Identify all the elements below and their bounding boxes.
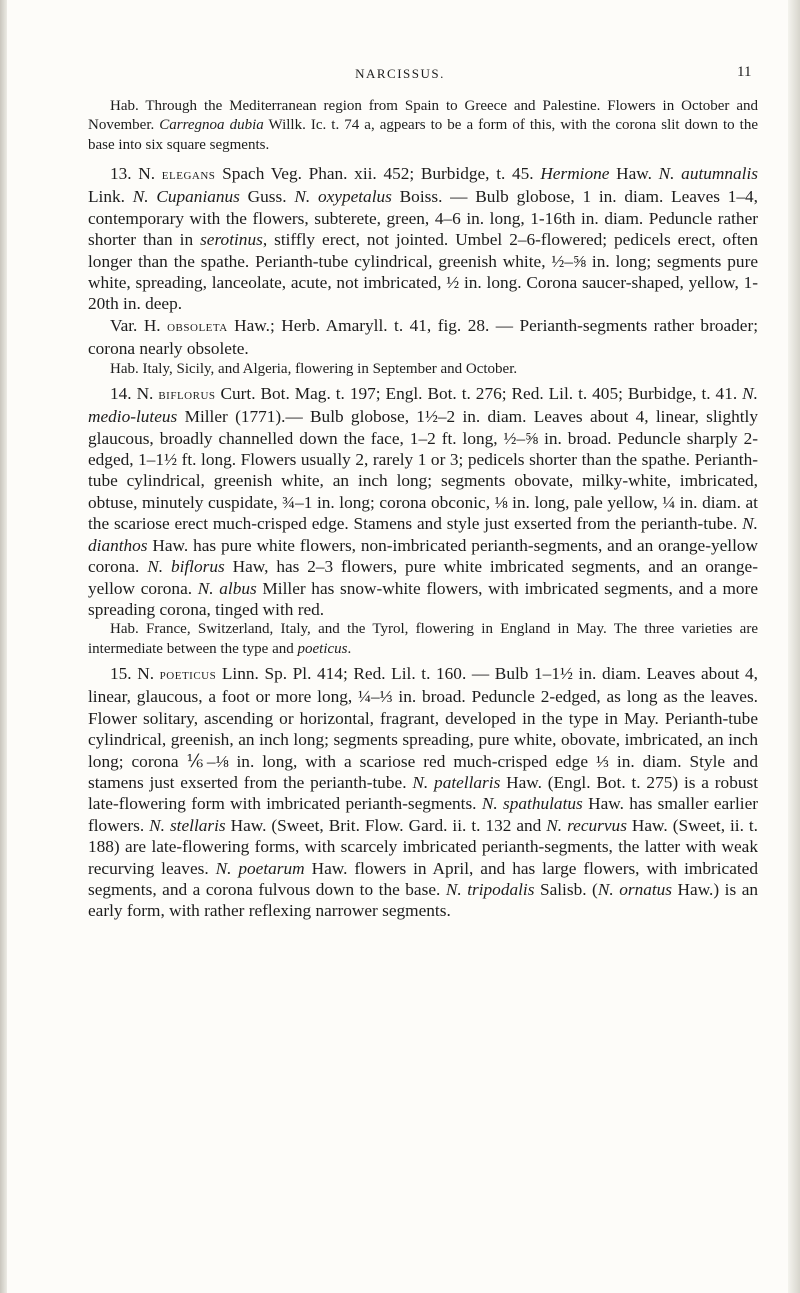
running-title: NARCISSUS. xyxy=(355,66,445,81)
page-edge xyxy=(788,0,800,1293)
species-name: elegans xyxy=(161,166,216,183)
species-entry-13: 13. N. elegans Spach Veg. Phan. xii. 452; Burbidge, t. 45. Hermione Haw. N. autumnalis Link. N. Cupanianus Guss. N. oxypetalus Boiss. — Bulb globose, 1 in. diam. Leaves 1–4, contemporary with the flowers, subterete, green, 4–6 in. long, 1-16th in. diam. Peduncle rather shorter than in serotinus, stiffly erect, not jointed. Umbel 2–6-flowered; pedicels erect, often longer than the spathe. Perianth-tube cylindrical, greenish white, ½–⅝ in. long; segments pure white, spreading, lanceolate, acute, not imbricated, ½ in. long. Corona saucer-shaped, yellow, 1-20th in. deep. xyxy=(88,163,758,314)
page-text xyxy=(88,97,758,922)
page-number: 11 xyxy=(737,64,752,80)
habitat-note-intro: Hab. Through the Mediterranean region from Spain to Greece and Palestine. Flowers in October and November. Carregnoa dubia Willk. Ic. t. 74 a, agpears to be a form of this, with the corona slit down to the base into six square segments. xyxy=(88,98,759,153)
species-entry-15: 15. N. poeticus Linn. Sp. Pl. 414; Red. Lil. t. 160. — Bulb 1–1½ in. diam. Leaves about 4, linear, glaucous, a foot or more long, ¼–⅓ in. broad. Peduncle 2-edged, as long as the leaves. Flower solitary, ascending or horizontal, fragrant, developed in the type in May. Perianth-tube cylindrical, greenish, an inch long; segments spreading, pure white, obovate, imbricated, an inch long; corona ⅙–⅛ in. long, with a scariose red much-crisped edge ⅓ in. diam. Style and stamens just exserted from the perianth-tube. N. patellaris Haw. (Engl. Bot. t. 275) is a robust late-flowering form with imbricated perianth-segments. N. spathulatus Haw. has smaller earlier flowers. N. stellaris Haw. (Sweet, Brit. Flow. Gard. ii. t. 132 and N. recurvus Haw. (Sweet, ii. t. 188) are late-flowering forms, with scarcely imbricated perianth-segments, the latter with weak recurving leaves. N. poetarum Haw. flowers in April, and has large flowers, with imbricated segments, and a corona fulvous down to the base. N. tripodalis Salisb. (N. ornatus Haw.) is an early form, with rather reflexing narrower segments. xyxy=(88,663,759,921)
page-gutter xyxy=(0,0,7,1293)
habitat-note-13: Hab. Italy, Sicily, and Algeria, flowering in September and October. xyxy=(110,360,518,377)
species-name: biflorus xyxy=(158,386,216,403)
variety-name: obsoleta xyxy=(167,318,228,335)
variety-entry-13: Var. H. obsoleta Haw.; Herb. Amaryll. t. 41, fig. 28. — Perianth-segments rather broader; corona nearly obsolete. xyxy=(88,315,759,359)
species-entry-14: 14. N. biflorus Curt. Bot. Mag. t. 197; Engl. Bot. t. 276; Red. Lil. t. 405; Burbidge, t. 41. N. medio-luteus Miller (1771).— Bulb globose, 1½–2 in. diam. Leaves about 4, linear, slightly glaucous, broadly channelled down the face, 1–2 ft. long, ½–⅝ in. broad. Peduncle sharply 2-edged, 1–1½ ft. long. Flowers usually 2, rarely 1 or 3; pedicels shorter than the spathe. Perianth-tube cylindrical, greenish white, an inch long; segments obovate, milky-white, imbricated, obtuse, minutely cuspidate, ¾–1 in. long; corona obconic, ⅛ in. long, pale yellow, ¼ in. diam. at the scariose erect much-crisped edge. Stamens and style just exserted from the perianth-tube. N. dianthos Haw. has pure white flowers, non-imbricated perianth-segments, and an orange-yellow corona. N. biflorus Haw, has 2–3 flowers, pure white imbricated segments, and an orange-yellow corona. N. albus Miller has snow-white flowers, with imbricated segments, and a more spreading corona, tinged with red. xyxy=(88,383,758,619)
species-name: poeticus xyxy=(159,666,217,683)
running-head xyxy=(0,64,800,84)
habitat-note-14: Hab. France, Switzerland, Italy, and the Tyrol, flowering in England in May. The three varieties are intermediate between the type and poeticus. xyxy=(88,621,758,657)
